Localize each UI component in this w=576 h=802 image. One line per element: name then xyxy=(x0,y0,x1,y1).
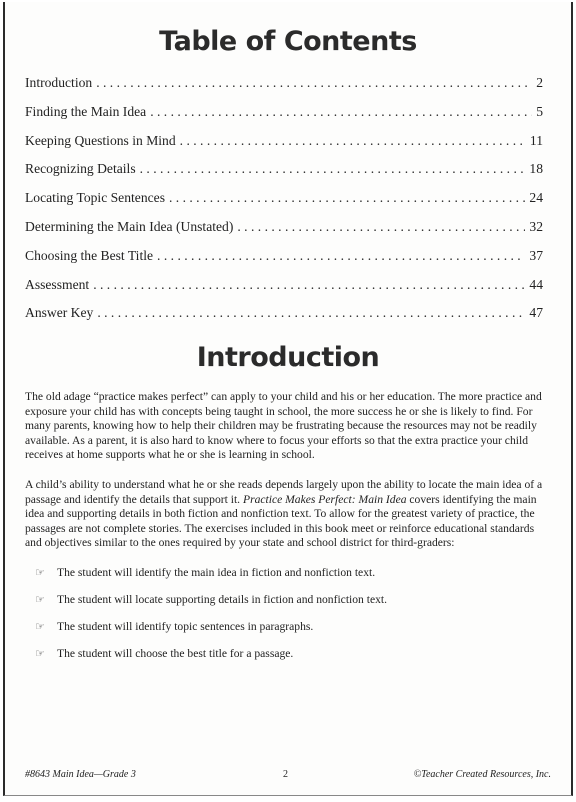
pointing-hand-icon: ☞ xyxy=(35,647,45,660)
toc-entry xyxy=(25,219,543,248)
toc-entry-label: Introduction xyxy=(25,75,93,90)
toc-entry xyxy=(25,104,543,133)
toc-dot-leader xyxy=(150,104,532,120)
toc-entry-page: 2 xyxy=(536,75,543,90)
objective-text: The student will choose the best title for a passage. xyxy=(57,647,294,660)
toc-heading: Table of Contents xyxy=(159,26,417,57)
toc-entry-page: 24 xyxy=(529,190,543,206)
document-page xyxy=(3,2,573,796)
toc-dot-leader xyxy=(169,190,525,206)
page-footer xyxy=(25,769,551,780)
list-item xyxy=(35,647,535,674)
toc-dot-leader xyxy=(97,305,525,321)
intro-paragraph-text: covers identifying the main idea and supporting details in both fiction and nonfiction text. To allow for the greatest variety of practice, the passages are not complete stories. The exercises included in this book meet or reinforce educational standards and objectives similar to the ones required by your state and school district for third-graders: xyxy=(25,492,537,550)
toc-entry-label: Recognizing Details xyxy=(25,161,136,177)
toc-entry xyxy=(25,190,543,219)
toc-dot-leader xyxy=(93,277,525,293)
toc-entry xyxy=(25,248,543,277)
toc-entry xyxy=(25,75,543,104)
toc-entry-label: Locating Topic Sentences xyxy=(25,190,165,206)
toc-entry-page: 11 xyxy=(529,132,543,148)
toc-entry-label: Choosing the Best Title xyxy=(25,247,154,263)
toc-entry-label: Keeping Questions in Mind xyxy=(25,132,176,148)
toc-dot-leader xyxy=(140,161,526,177)
toc-entry-label: Answer Key xyxy=(25,305,94,321)
footer-copyright: ©Teacher Created Resources, Inc. xyxy=(413,769,551,780)
pointing-hand-icon: ☞ xyxy=(35,620,45,633)
toc-entry xyxy=(25,161,543,190)
list-item xyxy=(35,620,535,647)
list-item xyxy=(35,566,535,593)
toc-entry xyxy=(25,277,543,306)
toc-entry-page: 5 xyxy=(536,103,543,119)
toc-entry-label: Determining the Main Idea (Unstated) xyxy=(25,218,234,234)
toc-entry xyxy=(25,133,543,162)
objectives-list xyxy=(35,566,535,674)
intro-paragraph: The old adage “practice makes perfect” can apply to your child and his or her education. The more practice and exposure your child has with concepts being taught in school, the more success he or she is likely to find. For many parents, knowing how to help their children may be frustrating because the resources may not be readily available. As a parent, it is also hard to know where to focus your efforts so that the extra practice your child receives at home supports what he or she is learning in school. xyxy=(25,390,542,462)
table-of-contents xyxy=(25,75,543,334)
objective-text: The student will locate supporting details in fiction and nonfiction text. xyxy=(57,593,388,606)
list-item xyxy=(35,593,535,620)
footer-book-id: #8643 Main Idea—Grade 3 xyxy=(25,769,136,780)
toc-entry xyxy=(25,305,543,334)
toc-entry-page: 37 xyxy=(529,247,543,263)
pointing-hand-icon: ☞ xyxy=(35,593,45,606)
toc-dot-leader xyxy=(96,75,532,91)
objective-text: The student will identify the main idea in fiction and nonfiction text. xyxy=(57,566,376,579)
toc-entry-page: 47 xyxy=(529,305,543,321)
objective-text: The student will identify topic sentences in paragraphs. xyxy=(57,620,314,633)
pointing-hand-icon: ☞ xyxy=(35,566,45,579)
toc-entry-page: 32 xyxy=(529,218,543,234)
intro-paragraph xyxy=(25,478,545,551)
toc-dot-leader xyxy=(237,219,525,235)
toc-entry-page: 44 xyxy=(529,276,543,292)
toc-entry-page: 18 xyxy=(529,161,543,177)
book-title: Practice Makes Perfect: Main Idea xyxy=(242,492,407,506)
intro-paragraph-text: A child’s ability to understand what he or she reads depends largely upon the ability to locate the main idea of a passage and identify the details that support it. xyxy=(25,478,543,506)
toc-entry-label: Assessment xyxy=(25,276,90,292)
toc-entry-label: Finding the Main Idea xyxy=(25,103,147,119)
toc-dot-leader xyxy=(157,248,525,264)
introduction-heading: Introduction xyxy=(196,342,380,373)
toc-dot-leader xyxy=(180,133,526,149)
page-number: 2 xyxy=(283,769,288,780)
